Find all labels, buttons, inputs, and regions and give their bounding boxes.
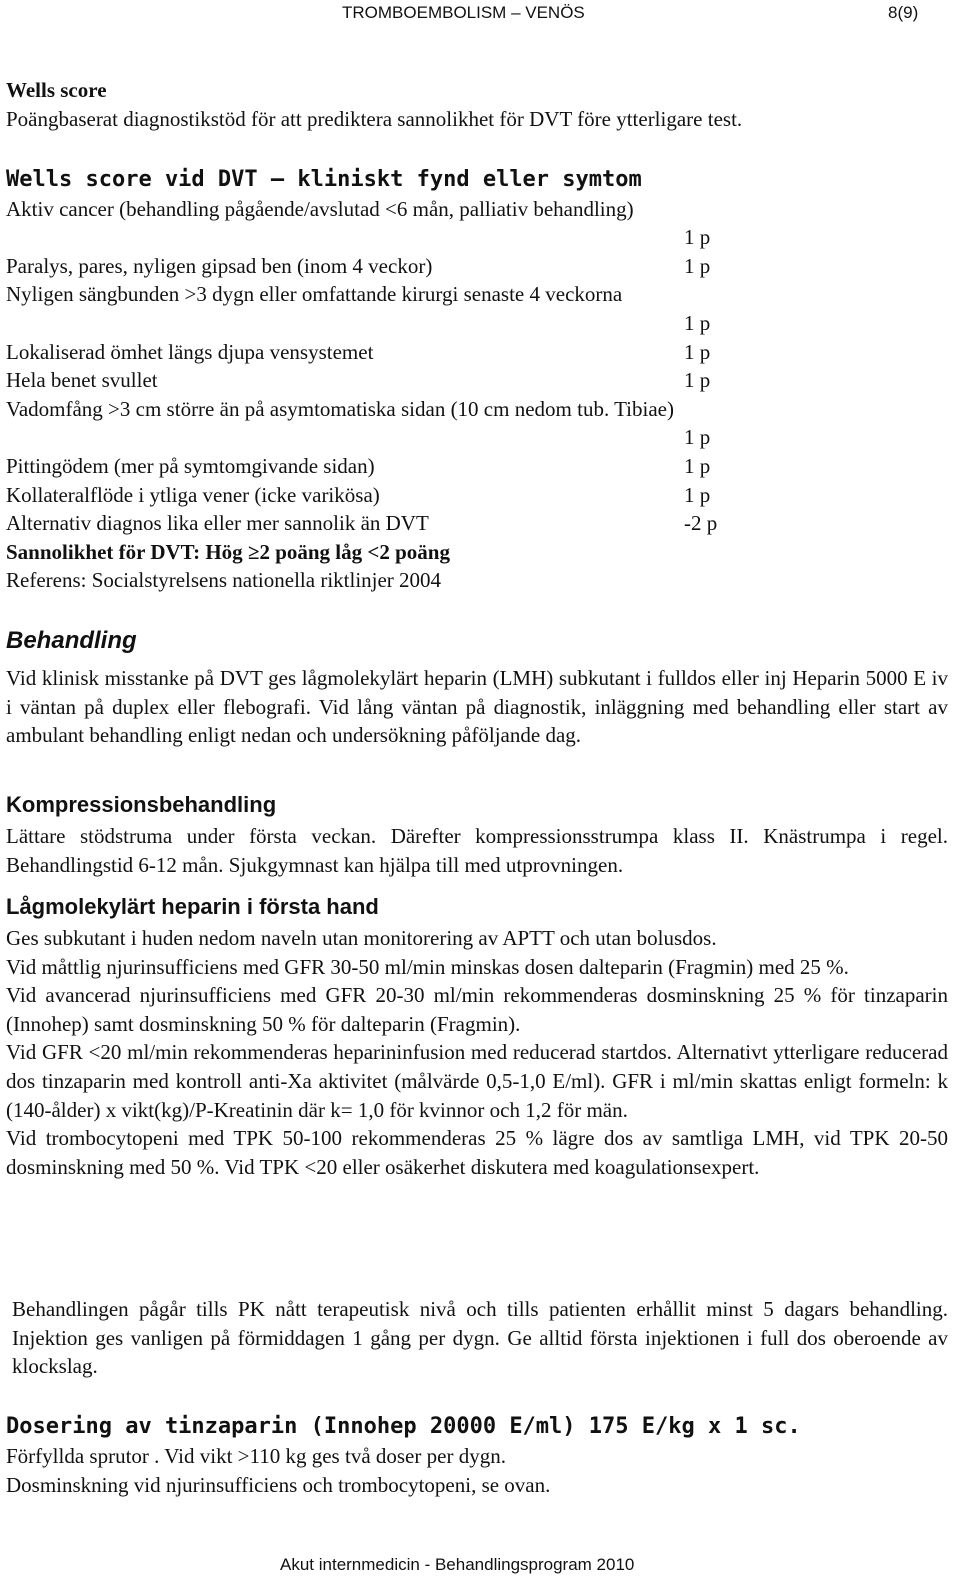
criterion-text: Hela benet svullet bbox=[6, 368, 158, 393]
behandling-heading: Behandling bbox=[6, 627, 137, 654]
criterion-points: 1 p bbox=[684, 253, 711, 278]
wells-criterion-row bbox=[6, 280, 948, 309]
page-number: 8(9) bbox=[888, 3, 919, 22]
dosering-section bbox=[6, 1412, 948, 1499]
behandling-section bbox=[6, 624, 948, 750]
criterion-text: Aktiv cancer (behandling pågående/avslutad <6 mån, palliativ behandling) bbox=[6, 196, 634, 221]
kompression-heading: Kompressionsbehandling bbox=[6, 792, 277, 817]
wells-criterion-row bbox=[6, 223, 948, 252]
dvt-probability: Sannolikhet för DVT: Hög ≥2 poäng låg <2 poäng bbox=[6, 539, 450, 564]
criterion-text: Pittingödem (mer på symtomgivande sidan) bbox=[6, 453, 375, 478]
wells-dvt-section bbox=[6, 166, 948, 595]
wells-criterion-row bbox=[6, 366, 948, 395]
criterion-points: -2 p bbox=[684, 511, 718, 536]
wells-criterion-row bbox=[6, 481, 948, 510]
criterion-points: 1 p bbox=[684, 482, 711, 507]
lmh-paragraphs bbox=[6, 924, 948, 1181]
wells-subtitle: Poängbaserat diagnostikstöd för att prediktera sannolikhet för DVT före ytterligare test. bbox=[6, 106, 743, 131]
behandlingstid-paragraph: Behandlingen pågår tills PK nått terapeutisk nivå och tills patienten erhållit minst 5 dagars behandling. Injektion ges vanligen på förmiddagen 1 gång per dygn. Ge alltid första injektionen i full dos oberoende av klockslag. bbox=[12, 1297, 948, 1379]
criterion-text: Paralys, pares, nyligen gipsad ben (inom 4 veckor) bbox=[6, 253, 433, 278]
criterion-points: 1 p bbox=[684, 425, 711, 450]
criterion-text: Vadomfång >3 cm större än på asymtomatiska sidan (10 cm nedom tub. Tibiae) bbox=[6, 396, 674, 421]
criterion-points: 1 p bbox=[684, 339, 711, 364]
wells-reference: Referens: Socialstyrelsens nationella riktlinjer 2004 bbox=[6, 568, 442, 593]
criterion-points: 1 p bbox=[684, 453, 711, 478]
wells-dvt-heading: Wells score vid DVT – kliniskt fynd eller symtom bbox=[6, 167, 642, 192]
criterion-text: Alternativ diagnos lika eller mer sannolik än DVT bbox=[6, 511, 429, 536]
lmh-section bbox=[6, 891, 948, 1181]
lmh-paragraph: Vid avancerad njurinsufficiens med GFR 20-30 ml/min rekommenderas dosminskning 25 % för tinzaparin (Innohep) samt dosminskning 50 % för dalteparin (Fragmin). bbox=[6, 983, 948, 1036]
wells-criterion-row bbox=[6, 509, 948, 538]
kompression-section bbox=[6, 790, 948, 879]
dosering-line: Dosminskning vid njurinsufficiens och trombocytopeni, se ovan. bbox=[6, 1472, 551, 1497]
dosering-heading: Dosering av tinzaparin (Innohep 20000 E/ml) 175 E/kg x 1 sc. bbox=[6, 1414, 801, 1439]
criterion-points: 1 p bbox=[684, 225, 711, 250]
criterion-points: 1 p bbox=[684, 368, 711, 393]
criterion-text: Nyligen sängbunden >3 dygn eller omfattande kirurgi senaste 4 veckorna bbox=[6, 282, 623, 307]
wells-criterion-row bbox=[6, 395, 948, 424]
wells-criterion-row bbox=[6, 252, 948, 281]
header-title: TROMBOEMBOLISM – VENÖS bbox=[342, 3, 585, 22]
wells-criterion-row bbox=[6, 452, 948, 481]
criterion-text: Kollateralflöde i ytliga vener (icke varikösa) bbox=[6, 482, 380, 507]
wells-criterion-row bbox=[6, 423, 948, 452]
page-footer: Akut internmedicin - Behandlingsprogram 2010 bbox=[280, 1555, 635, 1574]
wells-intro bbox=[6, 76, 948, 133]
lmh-paragraph: Vid GFR <20 ml/min rekommenderas heparininfusion med reducerad startdos. Alternativt ytterligare reducerad dos tinzaparin med kontroll anti-Xa aktivitet (målvärde 0,5-1,0 E/ml). GFR i ml/min skattas enligt formeln: k (140-ålder) x vikt(kg)/P-Kreatinin där k= 1,0 för kvinnor och 1,2 för män. bbox=[6, 1040, 948, 1122]
lmh-paragraph: Vid måttlig njurinsufficiens med GFR 30-50 ml/min minskas dosen dalteparin (Fragmin) med 25 %. bbox=[6, 954, 849, 979]
behandling-text: Vid klinisk misstanke på DVT ges lågmolekylärt heparin (LMH) subkutant i fulldos eller inj Heparin 5000 E iv i väntan på duplex eller flebografi. Vid lång väntan på diagnostik, inläggning med behandling eller start av ambulant behandling enligt nedan och undersökning påföljande dag. bbox=[6, 666, 948, 748]
wells-criterion-row bbox=[6, 195, 948, 224]
wells-criterion-row bbox=[6, 338, 948, 367]
lmh-paragraph: Vid trombocytopeni med TPK 50-100 rekommenderas 25 % lägre dos av samtliga LMH, vid TPK 20-50 dosminskning med 50 %. Vid TPK <20 eller osäkerhet diskutera med koagulationsexpert. bbox=[6, 1126, 948, 1179]
wells-criterion-row bbox=[6, 309, 948, 338]
criterion-points: 1 p bbox=[684, 310, 711, 335]
wells-heading: Wells score bbox=[6, 78, 107, 102]
criterion-text: Lokaliserad ömhet längs djupa vensystemet bbox=[6, 339, 374, 364]
lmh-paragraph: Ges subkutant i huden nedom naveln utan monitorering av APTT och utan bolusdos. bbox=[6, 926, 717, 950]
lmh-heading: Lågmolekylärt heparin i första hand bbox=[6, 894, 379, 919]
wells-criteria-list bbox=[6, 195, 948, 538]
dosering-line: Förfyllda sprutor . Vid vikt >110 kg ges två doser per dygn. bbox=[6, 1444, 506, 1468]
kompression-text: Lättare stödstruma under första veckan. Därefter kompressionsstrumpa klass II. Knästrumpa i regel. Behandlingstid 6-12 mån. Sjukgymnast kan hjälpa till med utprovningen. bbox=[6, 824, 948, 877]
